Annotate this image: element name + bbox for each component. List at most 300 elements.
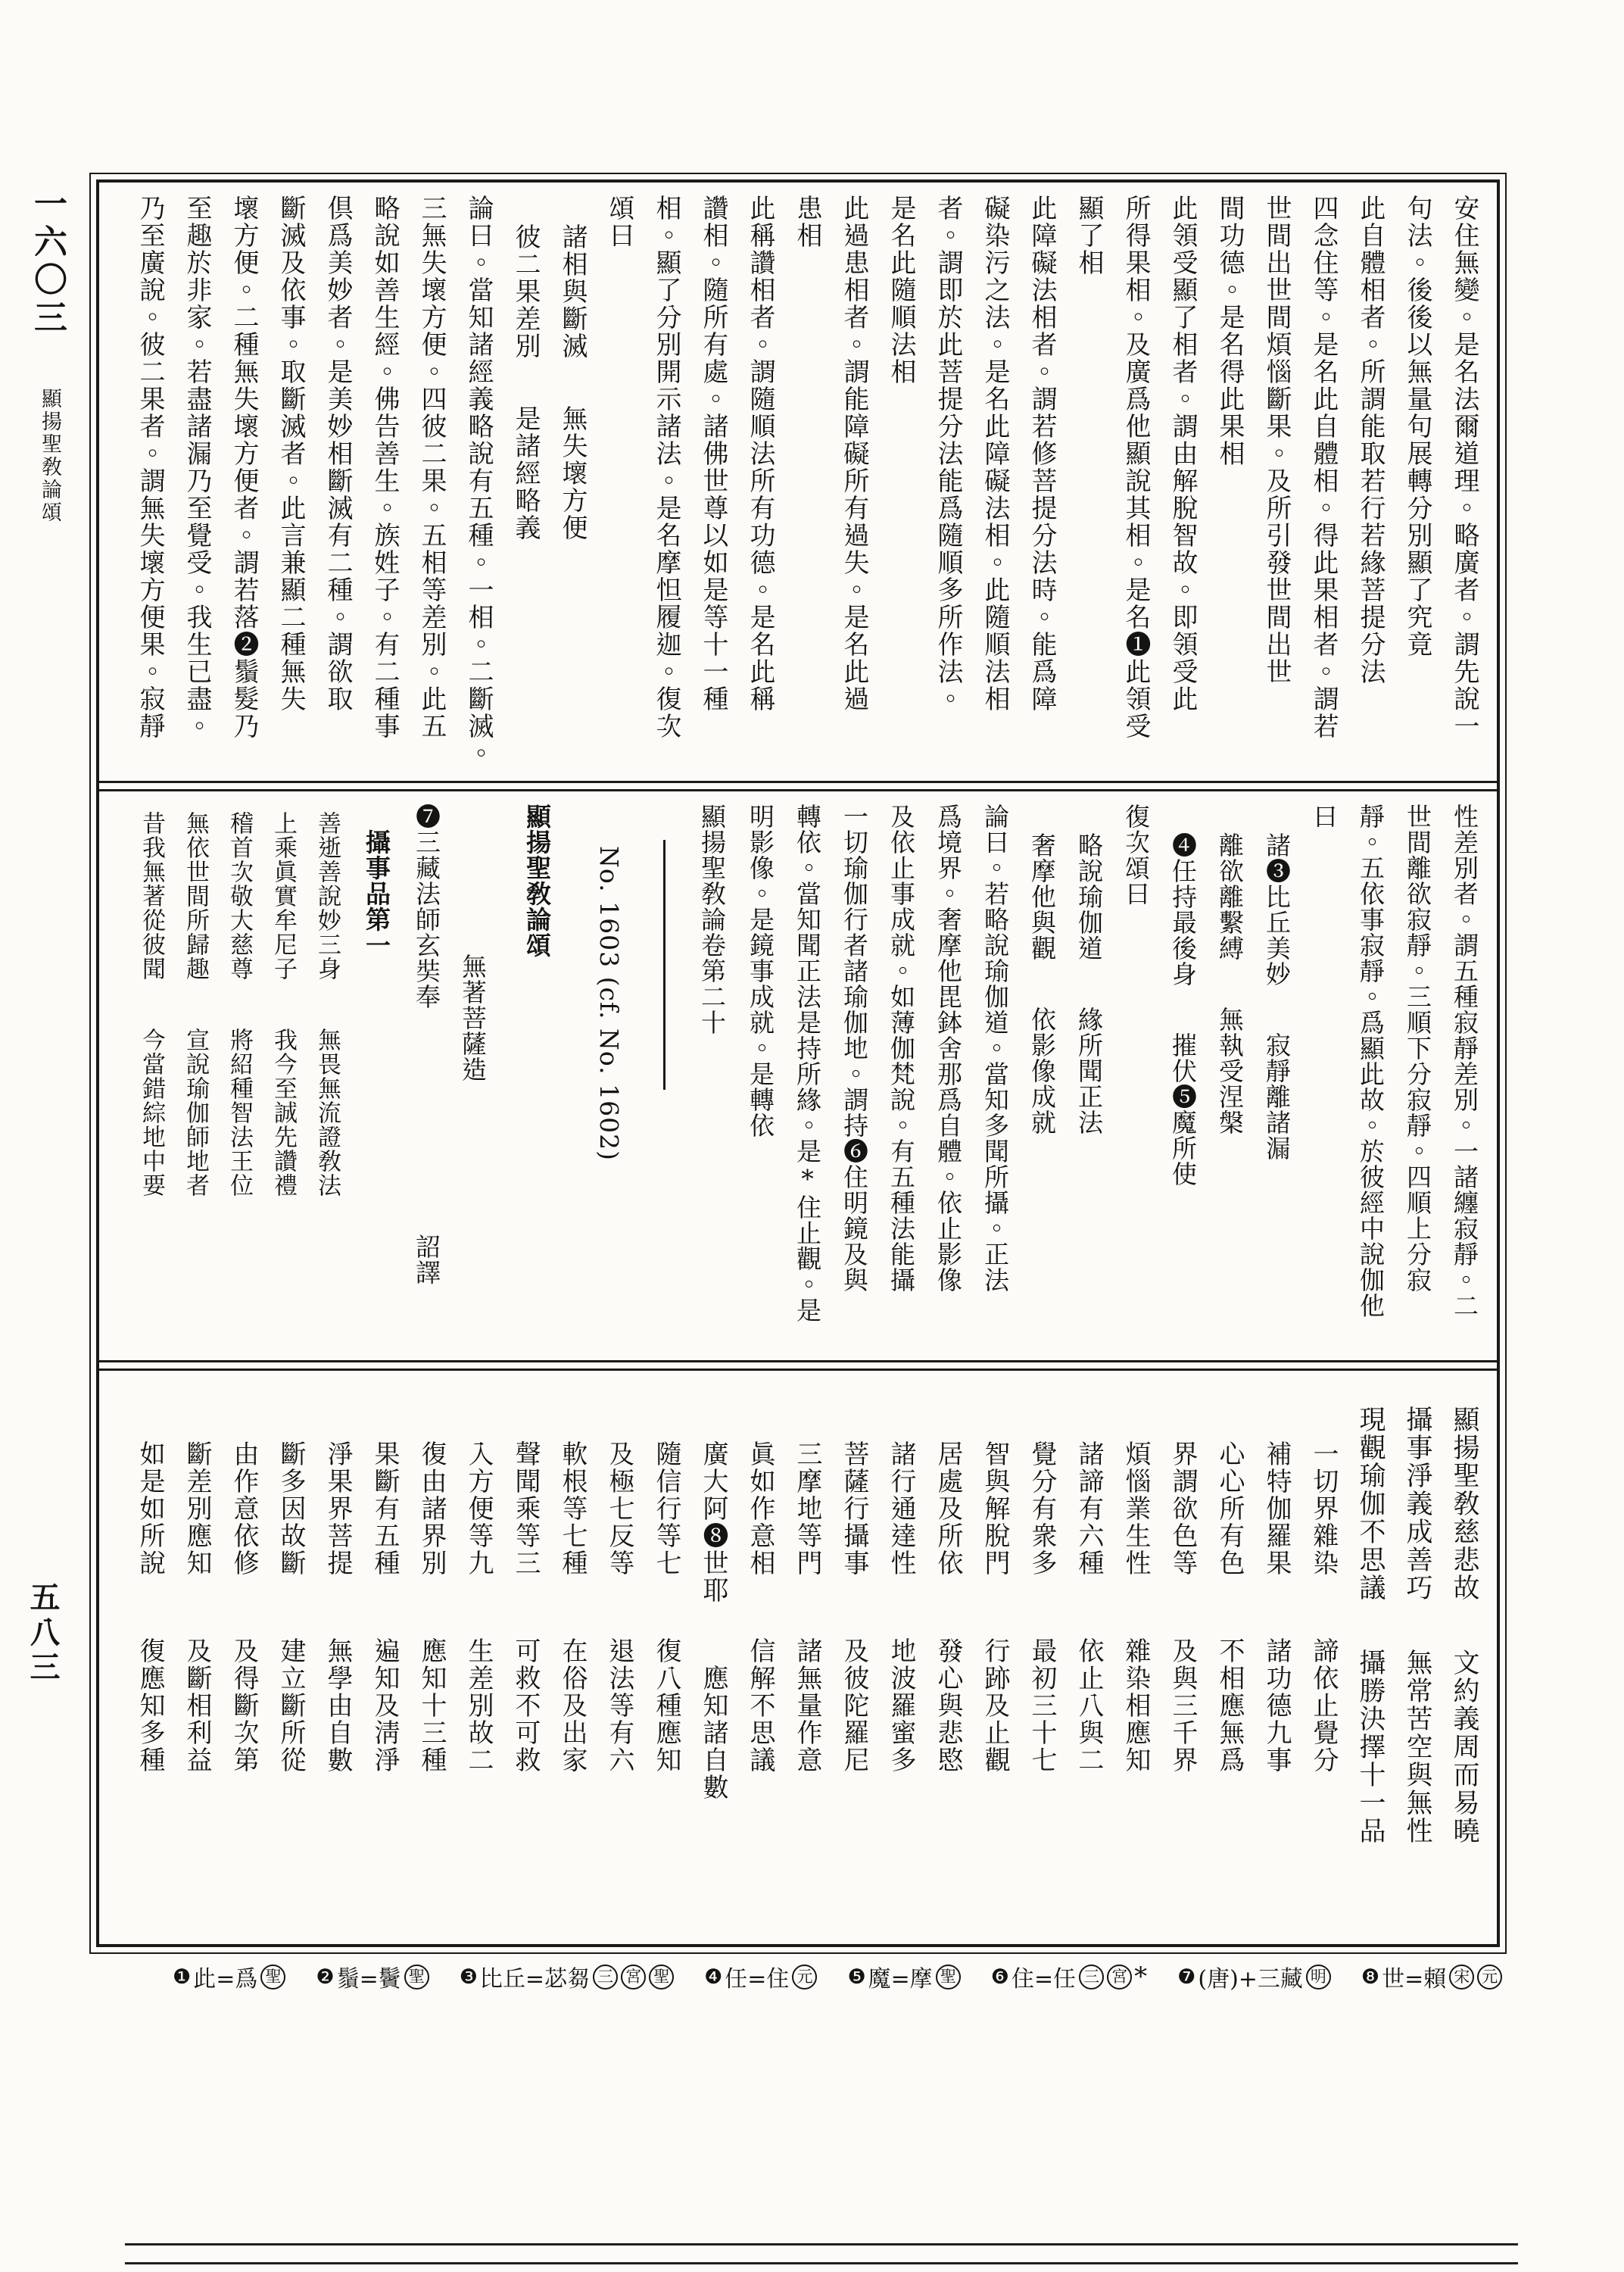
text-column: [455, 195, 502, 769]
verse-column: [502, 1383, 549, 1932]
verse-column: [1394, 1383, 1441, 1932]
footnote-entry: [1177, 1960, 1331, 1993]
text-column: [314, 195, 361, 769]
verse-hemistich: 無執受涅槃: [1215, 1006, 1245, 1135]
verse-column: [305, 804, 349, 1348]
verse-hemistich: 煩惱業生性: [1121, 1440, 1151, 1577]
column-text: No. 1603 (cf. No. 1602): [594, 846, 624, 1161]
column-text: 句法。後後以無量句展轉分別顯了究竟: [1402, 195, 1432, 658]
column-text: 礙染污之法。是名此障礙法相。此隨順法相: [980, 195, 1010, 713]
chapter-heading: [349, 804, 404, 1348]
verse-column: [1065, 1383, 1112, 1932]
verse-column: [1206, 804, 1253, 1348]
verse-column: [1441, 1383, 1488, 1932]
text-column: [1441, 195, 1488, 769]
verse-column: [1206, 1383, 1253, 1932]
verse-gap: [759, 1577, 761, 1637]
footnote-entry: [173, 1960, 285, 1993]
verse-column: [1065, 804, 1112, 1348]
verse-gap: [195, 981, 196, 1028]
column-text: 靜。五依事寂靜。爲顯此故。於彼經中說伽他: [1356, 804, 1386, 1319]
footnote-text: 住=任: [1011, 1966, 1077, 1993]
verse-hemistich: 緣所聞正法: [1074, 1006, 1104, 1135]
column-text: 讚相。隨所有處。諸佛世尊以如是等十一種: [698, 195, 728, 713]
text-column: [1065, 195, 1112, 769]
text-column: [1441, 804, 1488, 1348]
verse-column: [1159, 1383, 1206, 1932]
verse-column: [126, 1383, 173, 1932]
verse-hemistich: 諸功德九事: [1261, 1637, 1292, 1774]
text-column: [784, 195, 831, 769]
text-column: [220, 195, 267, 769]
verse-hemistich: 不相應無爲: [1214, 1637, 1245, 1774]
verse-hemistich: 諸諦有六種: [1074, 1440, 1104, 1577]
verse-hemistich: 攝勝決擇十一品: [1355, 1649, 1386, 1845]
verse-column: [831, 1383, 877, 1932]
verse-column: [173, 1383, 220, 1932]
column-text: 無著菩薩造: [458, 953, 488, 1082]
verse-gap: [384, 1577, 385, 1637]
verse-column: [173, 804, 217, 1348]
verse-column: [217, 804, 261, 1348]
text-column: [173, 195, 220, 769]
verse-hemistich: 離欲離繫縛: [1215, 832, 1245, 961]
verse-gap: [1041, 961, 1043, 1006]
column-text: 倶爲美妙者。是美妙相斷滅有二種。謂欲取: [323, 195, 353, 713]
column-text: 者。謂即於此菩提分法能爲隨順多所作法。: [933, 195, 963, 713]
text-column: [1347, 195, 1394, 769]
edition-siglum: 聖: [936, 1965, 961, 1990]
text-column: [831, 804, 877, 1348]
verse-hemistich: 我今至誠先讚禮: [270, 1028, 297, 1197]
verse-gap: [525, 360, 526, 405]
verse-column: [361, 1383, 408, 1932]
column-text: 世間出世間煩惱斷果。及所引發世間出世: [1261, 195, 1292, 685]
footnote-number: ❷: [316, 1965, 335, 1989]
verse-gap: [1276, 1577, 1277, 1637]
column-text: 世間離欲寂靜。三順下分寂靜。四順上分寂: [1403, 804, 1432, 1293]
edition-siglum: 三: [1079, 1965, 1104, 1990]
verse-hemistich: 補特伽羅果: [1261, 1440, 1292, 1577]
verse-hemistich: 奢摩他與觀: [1027, 832, 1057, 961]
verse-hemistich: 隨信行等七: [651, 1440, 681, 1577]
text-column: [877, 195, 924, 769]
column-text: 復次頌曰: [1121, 804, 1151, 907]
verse-gap: [806, 1577, 808, 1637]
verse-hemistich: 發心與悲愍: [933, 1637, 963, 1774]
text-column: [1159, 195, 1206, 769]
verse-hemistich: 三摩地等門: [792, 1440, 822, 1577]
text-column: [924, 804, 971, 1348]
verse-column: [784, 1383, 831, 1932]
text-column: [361, 195, 408, 769]
column-text: 是名此隨順法相: [886, 195, 916, 385]
verse-gap: [1135, 1577, 1136, 1637]
register-divider: [99, 781, 1497, 791]
text-column: [126, 195, 173, 769]
verse-hemistich: 諦依止覺分: [1308, 1637, 1339, 1774]
verse-gap: [572, 360, 573, 405]
verse-hemistich: 彼二果差別: [510, 223, 541, 360]
column-text: 斷滅及依事。取斷滅者。此言兼顯二種無失: [276, 195, 306, 713]
footnote-text: 魔=摩: [868, 1966, 933, 1993]
footnote-number: ❼: [1177, 1965, 1196, 1989]
verse-column: [267, 1383, 314, 1932]
footnote-text: 任=住: [725, 1966, 790, 1993]
verse-hemistich: 是諸經略義: [510, 405, 541, 541]
verse-column: [261, 804, 305, 1348]
verse-hemistich: 由作意依修: [229, 1440, 259, 1577]
scroll-end-colophon: [687, 804, 737, 1348]
verse-hemistich: 信解不思議: [745, 1637, 775, 1774]
text-column: [1300, 195, 1347, 769]
column-text: 攝事品第一: [362, 829, 391, 958]
footnote-entry: [316, 1960, 429, 1993]
verse-gap: [572, 1577, 573, 1637]
verse-column: [1253, 804, 1300, 1348]
verse-hemistich: 及極七反等: [604, 1440, 634, 1577]
verse-hemistich: 地波羅蜜多: [886, 1637, 916, 1774]
text-column: [1018, 195, 1065, 769]
verse-hemistich: 斷差別應知: [182, 1440, 212, 1577]
text-column: [1300, 804, 1347, 1348]
verse-gap: [1463, 1602, 1465, 1649]
text-column: [737, 195, 784, 769]
verse-hemistich: 一切界雜染: [1308, 1440, 1339, 1577]
verse-hemistich: 最初三十七: [1027, 1637, 1057, 1774]
verse-gap: [1088, 961, 1089, 1006]
verse-gap: [1276, 987, 1277, 1032]
text-column: [924, 195, 971, 769]
verse-gap: [151, 981, 152, 1028]
verse-hemistich: 界謂欲色等: [1167, 1440, 1198, 1577]
verse-hemistich: 行跡及止觀: [980, 1637, 1010, 1774]
footnote-number: ❹: [704, 1965, 723, 1989]
verse-column: [1253, 1383, 1300, 1932]
column-text: 曰: [1309, 804, 1339, 829]
verse-hemistich: 文約義周而易曉: [1449, 1649, 1479, 1845]
verse-hemistich: 詔譯: [412, 1234, 441, 1285]
footnote-entry: [991, 1960, 1147, 1993]
text-column: [596, 195, 643, 769]
column-text: 顯揚聖敎論卷第二十: [697, 804, 727, 1035]
text-column: [831, 195, 877, 769]
verse-hemistich: 今當錯綜地中要: [138, 1028, 165, 1197]
verse-gap: [1088, 1577, 1089, 1637]
section-middle: [99, 791, 1497, 1360]
verse-column: [690, 1383, 737, 1932]
footnote-number: ❺: [847, 1965, 866, 1989]
verse-gap: [149, 1577, 151, 1637]
column-text: 所得果相。及廣爲他顯說其相。是名❶此領受: [1121, 195, 1151, 740]
verse-gap: [994, 1577, 996, 1637]
verse-hemistich: 建立斷所從: [276, 1637, 306, 1774]
column-text: 轉依。當知聞正法是持所緣。是*住止觀。是: [793, 804, 822, 1323]
bottom-rule: [125, 2243, 1518, 2245]
margin-page-number: 五八三: [25, 1581, 61, 1686]
verse-column: [596, 1383, 643, 1932]
verse-hemistich: 諸相與斷滅: [557, 223, 588, 360]
author-line: [449, 804, 496, 1348]
text-column: [1206, 195, 1253, 769]
text-column: [877, 804, 924, 1348]
text-column: [267, 195, 314, 769]
translator-line: [404, 804, 449, 1348]
section-bottom: [99, 1371, 1497, 1944]
column-text: 此過患相者。謂能障礙所有過失。是名此過: [839, 195, 869, 713]
sutra-title: [500, 804, 573, 1348]
text-column: [690, 195, 737, 769]
column-text: 此稱讚相者。謂隨順法所有功德。是名此稱: [745, 195, 775, 713]
verse-column: [1018, 804, 1065, 1348]
column-text: 壞方便。二種無失壞方便者。謂若落❷鬚髮乃: [229, 195, 259, 740]
verse-hemistich: 遍知及淸淨: [369, 1637, 400, 1774]
verse-hemistich: 果斷有五種: [369, 1440, 400, 1577]
verse-hemistich: 如是如所說: [135, 1440, 165, 1577]
verse-gap: [1229, 1577, 1230, 1637]
verse-column: [1159, 804, 1206, 1348]
edition-siglum: 聖: [260, 1965, 285, 1990]
verse-column: [314, 1383, 361, 1932]
column-text: 此自體相者。所謂能取若行若緣菩提分法: [1355, 195, 1386, 685]
column-rule: [659, 840, 665, 1090]
column-text: 間功德。是名得此果相: [1214, 195, 1245, 467]
edition-siglum: 元: [1477, 1965, 1502, 1990]
column-text: 此領受顯了相者。謂由解脫智故。即領受此: [1167, 195, 1198, 713]
verse-hemistich: 應知十三種: [416, 1637, 447, 1774]
footnote-number: ❽: [1361, 1965, 1380, 1989]
verse-hemistich: 善逝善說妙三身: [313, 811, 341, 981]
footnote-entry: [1361, 1960, 1502, 1993]
verse-hemistich: 淨果界菩提: [323, 1440, 353, 1577]
verse-hemistich: 顯揚聖敎慈悲故: [1449, 1406, 1479, 1602]
verse-hemistich: 廣大阿❽世耶: [698, 1440, 728, 1604]
edition-siglum: 明: [1306, 1965, 1331, 1990]
verse-hemistich: 雜染相應知: [1121, 1637, 1151, 1774]
verse-column: [737, 1383, 784, 1932]
verse-gap: [900, 1577, 902, 1637]
text-column: [1394, 804, 1441, 1348]
verse-hemistich: 生差別故二: [463, 1637, 494, 1774]
verse-hemistich: ❹任持最後身: [1168, 832, 1198, 987]
verse-gap: [196, 1577, 198, 1637]
verse-hemistich: 無依世間所歸趣: [182, 811, 209, 981]
verse-hemistich: 將紹種智法王位: [226, 1028, 253, 1197]
verse-gap: [478, 1577, 479, 1637]
verse-column: [455, 1383, 502, 1932]
margin-serial-number: 一六〇三: [28, 186, 67, 338]
verse-hemistich: 及斷相利益: [182, 1637, 212, 1774]
text-column: [1253, 195, 1300, 769]
verse-hemistich: 宣說瑜伽師地者: [182, 1028, 209, 1197]
verse-hemistich: 復八種應知: [651, 1637, 681, 1774]
verse-hemistich: 斷多因故斷: [276, 1440, 306, 1577]
edition-siglum: 聖: [404, 1965, 429, 1990]
verse-hemistich: 諸❸比丘美妙: [1262, 832, 1292, 987]
verse-gap: [1041, 1577, 1043, 1637]
text-column: [1394, 195, 1441, 769]
verse-hemistich: 及得斷次第: [229, 1637, 259, 1774]
verse-hemistich: 昔我無著從彼聞: [138, 811, 165, 981]
verse-column: [408, 1383, 455, 1932]
verse-gap: [282, 981, 284, 1028]
verse-hemistich: 復由諸界別: [416, 1440, 447, 1577]
column-text: 及依止事成就。如薄伽梵說。有五種法能攝: [887, 804, 916, 1293]
verse-hemistich: 軟根等七種: [557, 1440, 588, 1577]
verse-gap: [947, 1577, 949, 1637]
footnote-apparatus: [173, 1960, 1498, 1993]
verse-gap: [290, 1577, 291, 1637]
verse-gap: [1417, 1602, 1418, 1649]
verse-hemistich: 入方便等九: [463, 1440, 494, 1577]
verse-gap: [853, 1577, 855, 1637]
column-text: 相。顯了分別開示諸法。是名摩怛履迦。復次: [651, 195, 681, 740]
verse-column: [971, 1383, 1018, 1932]
verse-hemistich: 聲聞乘等三: [510, 1440, 541, 1577]
verse-gap: [431, 1577, 432, 1637]
text-column: [643, 195, 690, 769]
verse-column: [877, 1383, 924, 1932]
verse-gap: [337, 1577, 338, 1637]
verse-hemistich: 無畏無流證敎法: [313, 1028, 341, 1197]
column-text: 三無失壞方便。四彼二果。五相等差別。此五: [416, 195, 447, 740]
verse-gap: [1182, 1577, 1183, 1637]
verse-hemistich: 復應知多種: [135, 1637, 165, 1774]
column-text: 性差別者。謂五種寂靜差別。一諸纏寂靜。二: [1450, 804, 1479, 1319]
text-column: [1112, 195, 1159, 769]
column-text: 至趣於非家。若盡諸漏乃至覺受。我生已盡。: [182, 195, 212, 740]
footnote-text: (唐)+三藏: [1198, 1966, 1303, 1993]
verse-hemistich: 寂靜離諸漏: [1262, 1032, 1292, 1161]
verse-hemistich: 居處及所依: [933, 1440, 963, 1577]
verse-hemistich: 菩薩行攝事: [839, 1440, 869, 1577]
verse-hemistich: 退法等有六: [604, 1637, 634, 1774]
verse-column: [549, 195, 596, 769]
verse-hemistich: 在俗及出家: [557, 1637, 588, 1774]
column-text: 顯了相: [1074, 195, 1104, 276]
verse-hemistich: 及彼陀羅尼: [839, 1637, 869, 1774]
verse-column: [1112, 1383, 1159, 1932]
verse-hemistich: 應知諸自數: [698, 1665, 728, 1801]
footnote-entry: [847, 1960, 960, 1993]
column-text: 爲境界。奢摩他毘鉢舍那爲自體。依止影像: [934, 804, 963, 1293]
verse-gap: [1229, 961, 1230, 1006]
verse-hemistich: 稽首次敬大慈尊: [226, 811, 253, 981]
register-divider: [99, 1360, 1497, 1371]
verse-hemistich: 無常苦空與無性: [1402, 1649, 1432, 1845]
verse-hemistich: 依影像成就: [1027, 1006, 1057, 1135]
column-text: 顯揚聖敎論頌: [522, 804, 552, 958]
verse-hemistich: 眞如作意相: [745, 1440, 775, 1577]
verse-gap: [1370, 1602, 1371, 1649]
verse-hemistich: 及與三千界: [1167, 1637, 1198, 1774]
verse-gap: [619, 1577, 620, 1637]
verse-column: [643, 1383, 690, 1932]
verse-hemistich: 現觀瑜伽不思議: [1355, 1406, 1386, 1602]
verse-hemistich: 諸無量作意: [792, 1637, 822, 1774]
verse-hemistich: 依止八與二: [1074, 1637, 1104, 1774]
verse-hemistich: 摧伏❺魔所使: [1168, 1032, 1198, 1187]
page-frame: [89, 173, 1507, 1954]
verse-column: [549, 1383, 596, 1932]
verse-gap: [1182, 987, 1183, 1032]
column-text: 論曰。當知諸經義略說有五種。一相。二斷滅。: [463, 195, 494, 767]
verse-hemistich: 覺分有衆多: [1027, 1440, 1057, 1577]
text-column: [971, 804, 1018, 1348]
text-column: [1347, 804, 1394, 1348]
footnote-star: *: [1134, 1961, 1148, 1992]
verse-gap: [665, 1577, 667, 1637]
column-text: 安住無變。是名法爾道理。略廣者。謂先說一: [1449, 195, 1479, 740]
verse-hemistich: 略說瑜伽道: [1074, 832, 1104, 961]
verse-gap: [712, 1604, 714, 1665]
footnote-entry: [704, 1960, 817, 1993]
verse-hemistich: 心心所有色: [1214, 1440, 1245, 1577]
verse-column: [220, 1383, 267, 1932]
text-column: [971, 195, 1018, 769]
sutra-number: [579, 804, 638, 1348]
section-top: [99, 183, 1497, 781]
column-text: 四念住等。是名此自體相。得此果相者。謂若: [1308, 195, 1339, 740]
verse-gap: [1323, 1577, 1324, 1637]
verse-hemistich: 無失壞方便: [557, 405, 588, 541]
footnote-text: 世=賴: [1382, 1966, 1447, 1993]
footnote-entry: [460, 1960, 674, 1993]
edition-siglum: 宮: [621, 1965, 646, 1990]
edition-siglum: 聖: [649, 1965, 674, 1990]
verse-column: [1018, 1383, 1065, 1932]
verse-column: [924, 1383, 971, 1932]
edition-siglum: 元: [792, 1965, 817, 1990]
footnote-number: ❶: [173, 1965, 192, 1989]
text-column: [1112, 804, 1159, 1348]
footnote-text: 比丘=苾芻: [479, 1966, 591, 1993]
margin-work-title: 顯揚聖敎論頌: [38, 388, 61, 524]
verse-hemistich: 諸行通達性: [886, 1440, 916, 1577]
column-text: 一切瑜伽行者諸瑜伽地。謂持❻住明鏡及與: [840, 804, 869, 1293]
column-text: 頌曰: [604, 195, 634, 249]
verse-gap: [525, 1577, 526, 1637]
footnote-number: ❸: [459, 1965, 478, 1989]
verse-gap: [326, 981, 328, 1028]
verse-column: [129, 804, 173, 1348]
footnote-text: 鬚=鬢: [336, 1966, 401, 1993]
verse-hemistich: 無學由自數: [323, 1637, 353, 1774]
column-text: 論曰。若略說瑜伽道。當知多聞所攝。正法: [980, 804, 1010, 1293]
column-text: 此障礙法相者。謂若修菩提分法時。能爲障: [1027, 195, 1057, 713]
verse-hemistich: 智與解脫門: [980, 1440, 1010, 1577]
column-text: 略說如善生經。佛告善生。族姓子。有二種事: [369, 195, 400, 740]
footnote-text: 此=爲: [193, 1966, 258, 1993]
text-column: [737, 804, 784, 1348]
column-text: 患相: [792, 195, 822, 249]
column-text: 明影像。是鏡事成就。是轉依: [746, 804, 775, 1138]
verse-column: [1300, 1383, 1347, 1932]
edition-siglum: 三: [593, 1965, 618, 1990]
text-column: [408, 195, 455, 769]
verse-column: [502, 195, 549, 769]
verse-gap: [238, 981, 240, 1028]
verse-hemistich: 可救不可救: [510, 1637, 541, 1774]
verse-hemistich: 攝事淨義成善巧: [1402, 1406, 1432, 1602]
page-frame-inner: [96, 179, 1500, 1947]
bottom-rule: [125, 2262, 1518, 2264]
verse-hemistich: ❼三藏法師玄奘奉: [412, 804, 441, 1010]
column-text: 乃至廣說。彼二果者。謂無失壞方便果。寂靜: [135, 195, 165, 740]
verse-gap: [425, 1010, 427, 1234]
footnote-number: ❻: [990, 1965, 1010, 1989]
verse-hemistich: 上乘眞實牟尼子: [270, 811, 297, 981]
